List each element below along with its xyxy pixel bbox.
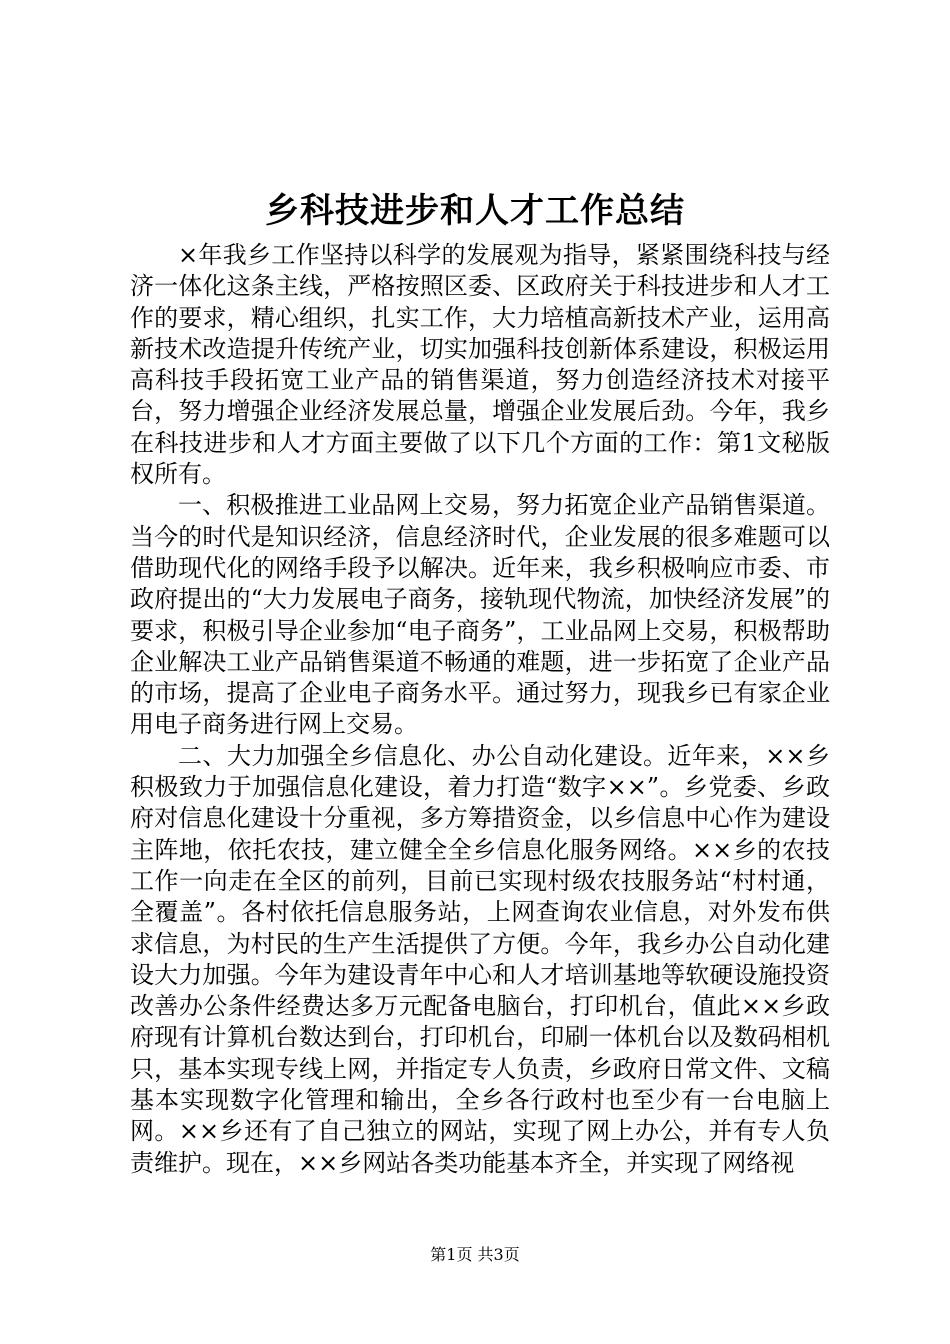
paragraph-section-2: 二、大力加强全乡信息化、办公自动化建设。近年来，××乡积极致力于加强信息化建设，着力打造“数字××”。乡党委、乡政府对信息化建设十分重视，多方筹措资金，以乡信息中心作为建设主阵地，依托农技，建立健全全乡信息化服务网络。××乡的农技工作一向走在全区的前列，目前已实现村级农技服务站“村村通，全覆盖”。各村依托信息服务站，上网查询农业信息，对外发布供求信息，为村民的生产生活提供了方便。今年，我乡办公自动化建设大力加强。今年为建设青年中心和人才培训基地等软硬设施投资改善办公条件经费达多万元配备电脑台，打印机台，值此××乡政府现有计算机台数达到台，打印机台，印刷一体机台以及数码相机只，基本实现专线上网，并指定专人负责，乡政府日常文件、文稿基本实现数字化管理和输出，全乡各行政村也至少有一台电脑上网。××乡还有了自己独立的网站，实现了网上办公，并有专人负责维护。现在，××乡网站各类功能基本齐全，并实现了网络视 bbox=[130, 741, 830, 1177]
page-title: 乡科技进步和人才工作总结 bbox=[265, 191, 685, 231]
document-body bbox=[130, 240, 830, 1179]
paragraph-section-1: 一、积极推进工业品网上交易，努力拓宽企业产品销售渠道。当今的时代是知识经济，信息经济时代，企业发展的很多难题可以借助现代化的网络手段予以解决。近年来，我乡积极响应市委、市政府提出的“大力发展电子商务，接轨现代物流，加快经济发展”的要求，积极引导企业参加“电子商务”，工业品网上交易，积极帮助企业解决工业产品销售渠道不畅通的难题，进一步拓宽了企业产品的市场，提高了企业电子商务水平。通过努力，现我乡已有家企业用电子商务进行网上交易。 bbox=[130, 491, 830, 739]
paragraph-intro: ×年我乡工作坚持以科学的发展观为指导，紧紧围绕科技与经济一体化这条主线，严格按照区委、区政府关于科技进步和人才工作的要求，精心组织，扎实工作，大力培植高新技术产业，运用高新技术改造提升传统产业，切实加强科技创新体系建设，积极运用高科技手段拓宽工业产品的销售渠道，努力创造经济技术对接平台，努力增强企业经济发展总量，增强企业发展后劲。今年，我乡在科技进步和人才方面主要做了以下几个方面的工作：第1文秘版权所有。 bbox=[130, 241, 830, 489]
page-number: 第1页 共3页 bbox=[430, 1245, 520, 1264]
